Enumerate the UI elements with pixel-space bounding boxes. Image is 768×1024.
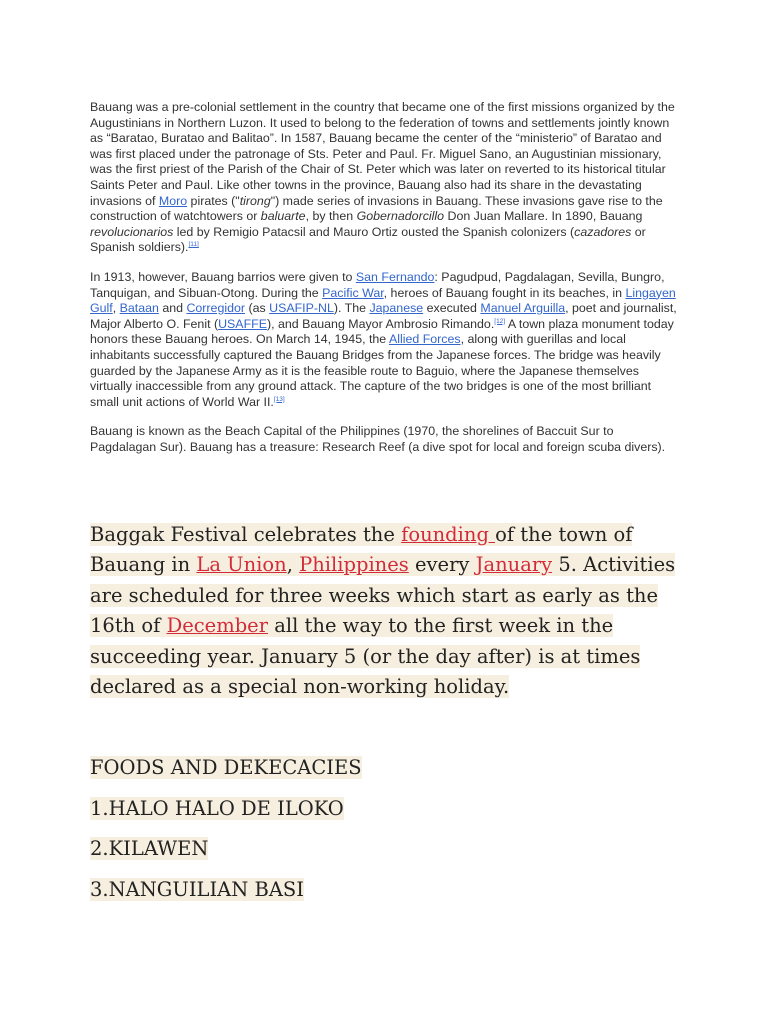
highlighted-text: all the way to the first week in the succeeding year. January 5 (or the day after) is at times declared as a special non-working holiday. (90, 614, 641, 699)
text: Don Juan Mallare. In 1890, Bauang (444, 209, 643, 224)
history-paragraph-1 (90, 100, 680, 256)
text: , poet and journalist, Major Alberto O. Fenit ( (90, 301, 677, 331)
link-manuel-arguilla[interactable]: Manuel Arguilla (480, 301, 566, 316)
link-la-union[interactable]: La Union (196, 553, 287, 577)
history-paragraph-3: Bauang is known as the Beach Capital of the Philippines (1970, the shorelines of Baccuit Sur to Pagdalagan Sur). Bauang has a treasure: Research Reef (a dive spot for local and foreign scuba divers). (90, 424, 666, 454)
text: executed (423, 301, 481, 316)
highlighted-text: FOODS AND DEKECACIES (90, 756, 362, 779)
reference-link[interactable]: [12] (494, 317, 506, 325)
text: or Spanish soldiers). (90, 224, 646, 255)
text: (as (245, 301, 270, 316)
link-corregidor[interactable]: Corregidor (186, 301, 246, 316)
text: and (158, 301, 187, 316)
link-philippines[interactable]: Philippines (299, 553, 409, 577)
highlighted-text: 3.NANGUILIAN BASI (90, 877, 304, 901)
festival-paragraph (90, 520, 680, 702)
highlighted-text: 5. Activities are scheduled for three weeks which start as early as the 16th of (90, 553, 676, 638)
link-usafip-nl[interactable]: USAFIP-NL (269, 301, 334, 316)
link-bataan[interactable]: Bataan (119, 301, 159, 316)
highlighted-text: of the town of Bauang in (90, 523, 633, 577)
link-january[interactable]: January (475, 553, 553, 577)
text: : Pagudpud, Pagdalagan, Sevilla, Bungro, Tanquigan, and Sibuan-Otong. During the (90, 269, 665, 300)
text: ") made series of invasions in Bauang. These invasions gave rise to the construction of watchtowers or (90, 193, 663, 224)
text: , by then (305, 209, 357, 224)
link-founding[interactable]: founding (401, 523, 496, 546)
text: Bauang was a pre-colonial settlement in the country that became one of the first missions organized by the Augustinians in Northern Luzon. It used to belong to the federation of towns and settlements jointly known as “Baratao, Buratao and Balitao”. In 1587, Bauang became the center of the “ministerio” of Baratao and was first placed under the patronage of Sts. Peter and Paul. Fr. Miguel Sano, an Augustinian missionary, was the first priest of the Parish of the Chair of St. Peter which was later on reverted to its historical titular Saints Peter and Paul. Like other towns in the province, Bauang also had its share in the devastating invasions of (90, 100, 675, 208)
food-item (90, 875, 680, 916)
history-paragraph-2 (90, 270, 680, 410)
highlighted-text: , (286, 553, 300, 577)
reference-link[interactable]: [13] (273, 395, 285, 403)
foods-section (90, 753, 680, 915)
link-lingayen-gulf[interactable]: Lingayen Gulf (90, 285, 676, 316)
text: In 1913, however, Bauang barrios were given to (90, 269, 356, 284)
italic-term: cazadores (574, 224, 632, 239)
foods-heading (90, 753, 680, 794)
reference-link[interactable]: [11] (188, 241, 199, 249)
text: led by Remigio Patacsil and Mauro Ortiz ousted the Spanish colonizers ( (173, 224, 575, 239)
highlighted-text: 1.HALO HALO DE ILOKO (90, 796, 344, 820)
link-allied-forces[interactable]: Allied Forces (388, 332, 461, 347)
text: , along with guerillas and local inhabitants successfully captured the Bauang Bridges from the Japanese forces. The bridge was heavily guarded by the Japanese Army as it is the feasible route to Baguio, where the Japanese themselves virtually inaccessible from any ground attack. The capture of the two bridges is one of the most brilliant small unit actions of World War II. (90, 332, 661, 409)
link-san-fernando[interactable]: San Fernando (355, 269, 435, 284)
highlighted-text: Baggak Festival celebrates the (90, 523, 402, 546)
link-moro[interactable]: Moro (158, 193, 188, 208)
link-december[interactable]: December (166, 614, 269, 638)
history-section (90, 100, 680, 469)
food-item (90, 834, 680, 875)
text: ), and Bauang Mayor Ambrosio Rimando. (266, 316, 495, 331)
text: pirates (" (187, 193, 240, 208)
highlighted-text: every (408, 553, 476, 577)
text: , heroes of Bauang fought in its beaches, in (383, 285, 626, 300)
italic-term: baluarte (260, 209, 306, 224)
link-pacific-war[interactable]: Pacific War (322, 285, 384, 300)
text: ). The (333, 301, 370, 316)
text: A town plaza monument today honors these Bauang heroes. On March 14, 1945, the (90, 316, 674, 347)
text: , (112, 301, 120, 316)
italic-term: revolucionarios (90, 224, 174, 239)
italic-term: tirong (239, 193, 271, 208)
italic-term: Gobernadorcillo (356, 209, 445, 224)
link-usaffe[interactable]: USAFFE (218, 316, 267, 331)
link-japanese[interactable]: Japanese (369, 301, 424, 316)
highlighted-text: 2.KILAWEN (90, 837, 209, 860)
food-item (90, 794, 680, 835)
